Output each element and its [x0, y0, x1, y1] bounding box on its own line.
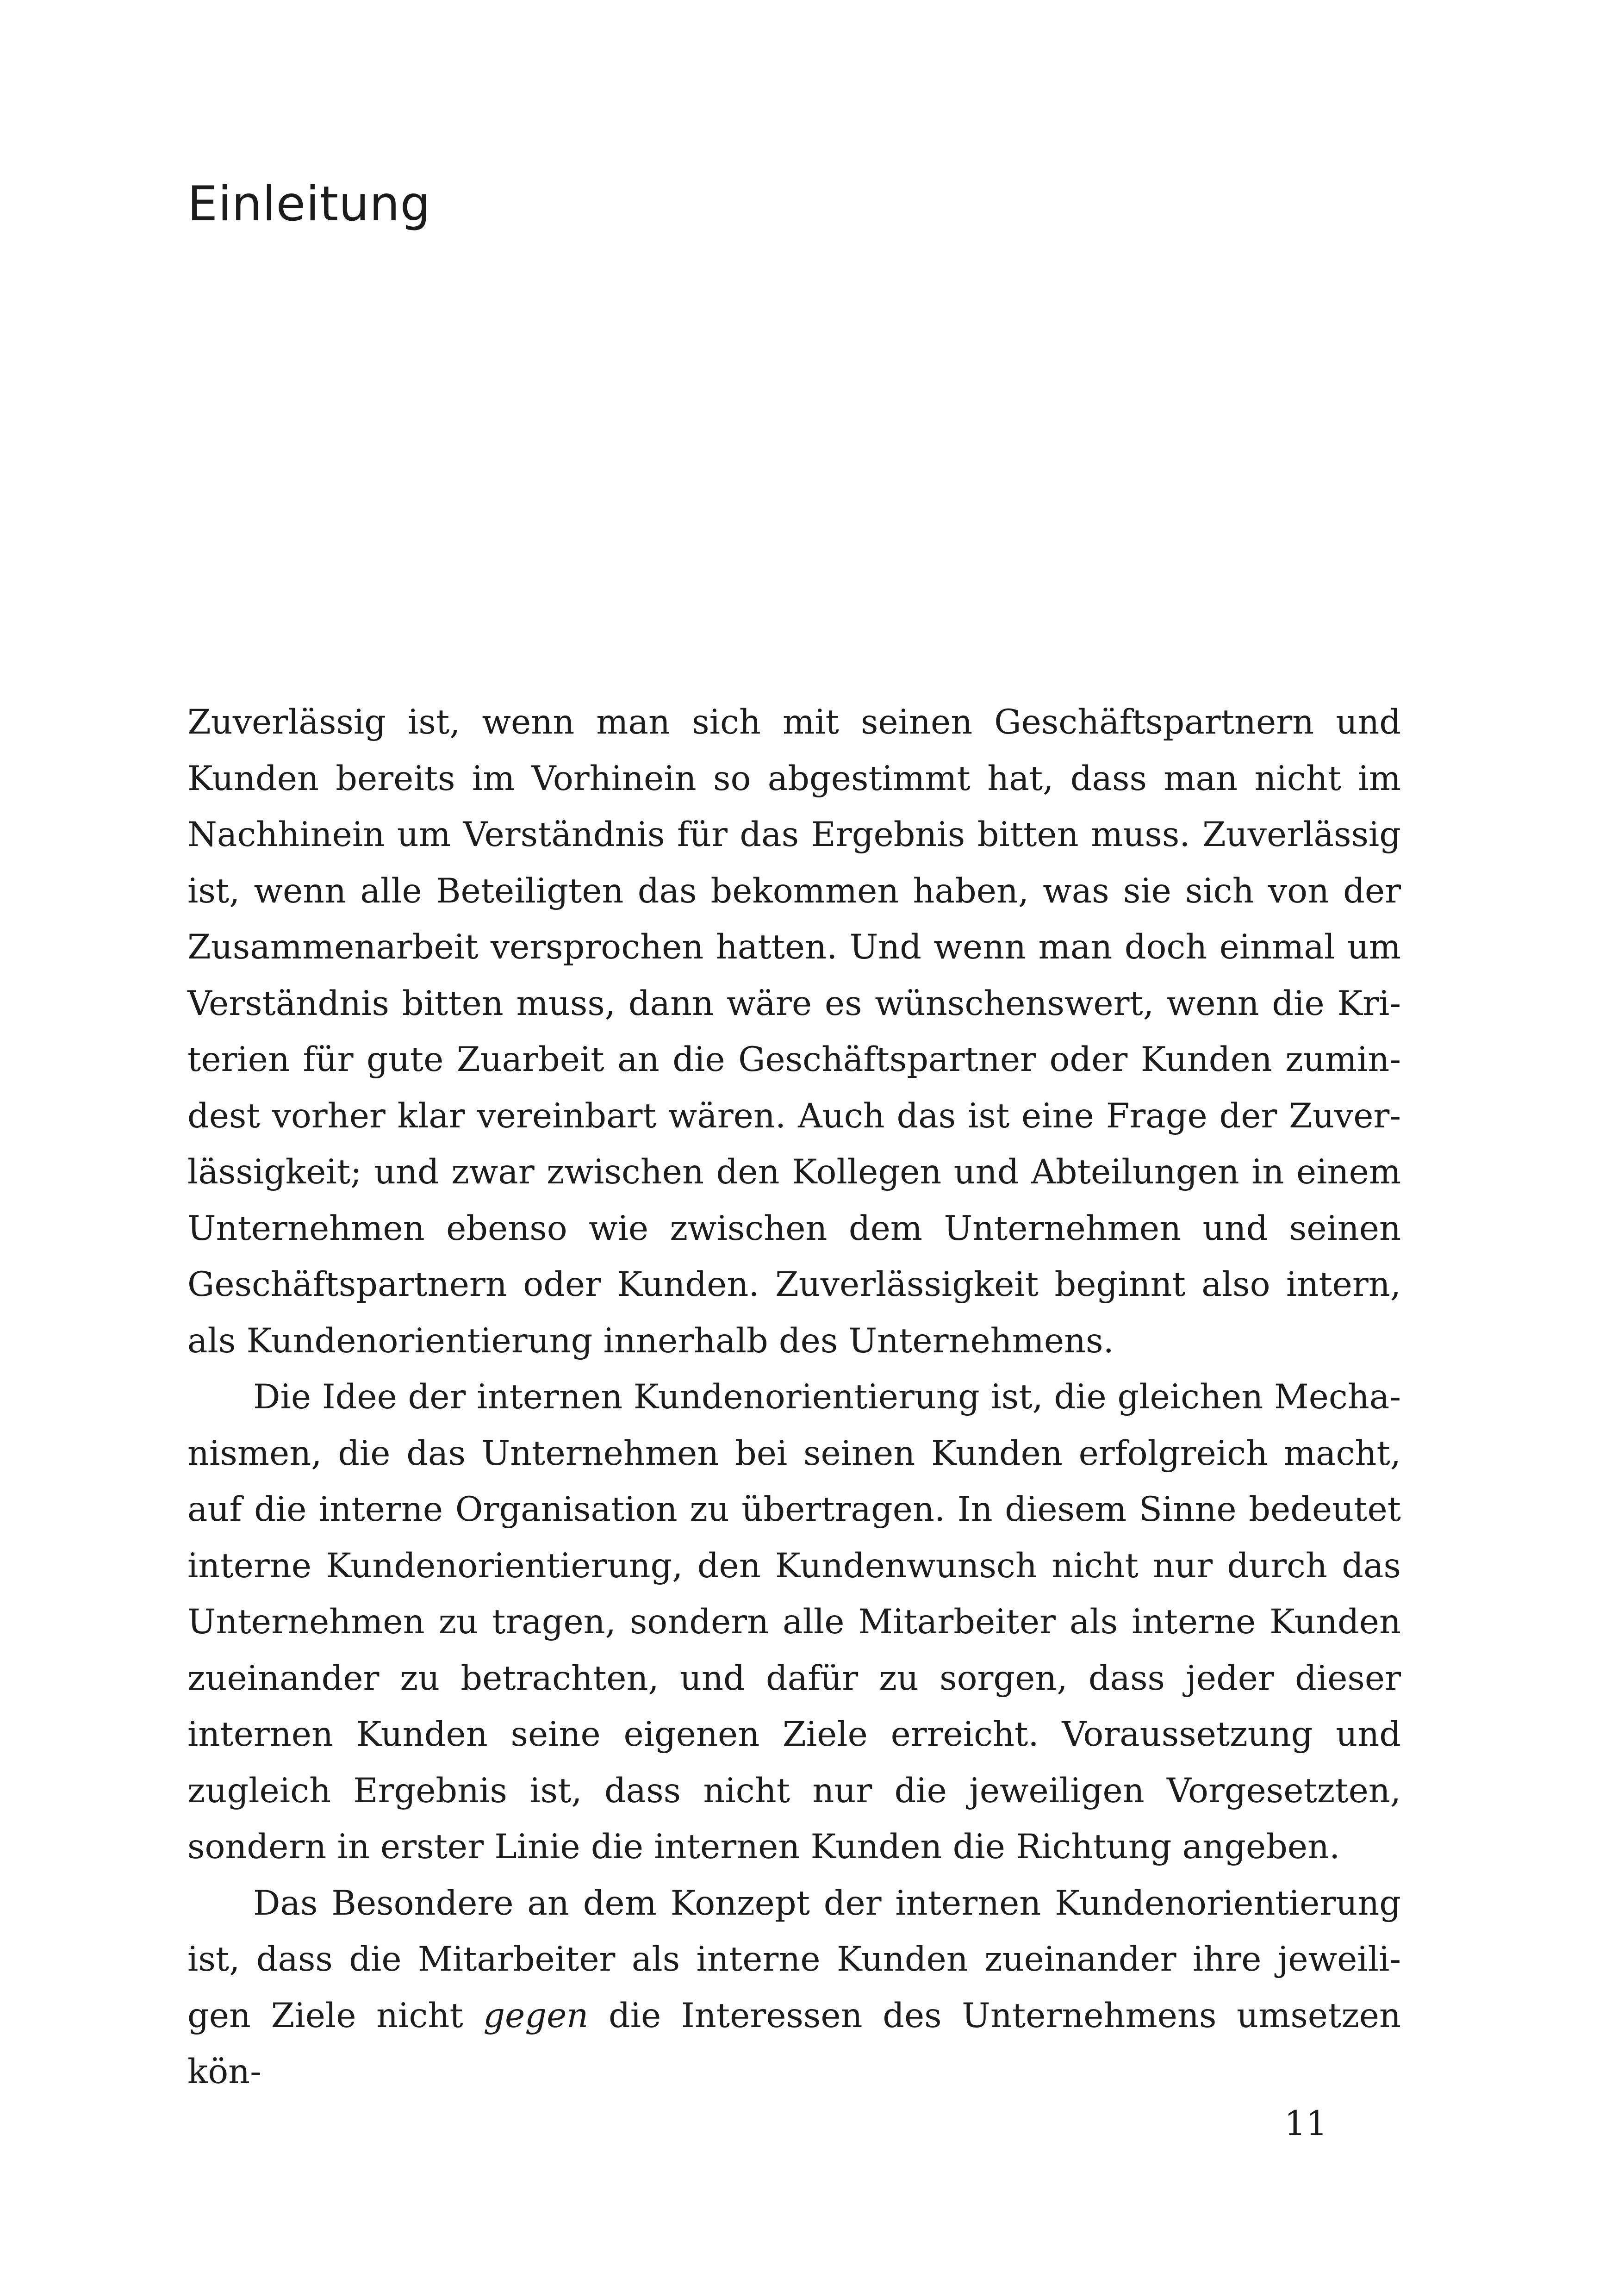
paragraph	[187, 1875, 1401, 2100]
page-number: 11	[1284, 2104, 1327, 2143]
body-text	[187, 694, 1401, 2100]
chapter-title: Einleitung	[187, 176, 431, 232]
paragraph-text: die Interessen des Unternehmens umsetzen kön-	[187, 1996, 1401, 2091]
paragraph: Die Idee der internen Kundenorientierung ist, die gleichen Mechanismen, die das Unternehmen bei seinen Kunden erfolgreich macht, auf die interne Organisation zu übertragen. In diesem Sinne bedeutet interne Kundenorientierung, den Kundenwunsch nicht nur durch das Unternehmen zu tragen, sondern alle Mitarbeiter als interne Kunden zueinander zu betrachten, und dafür zu sorgen, dass jeder dieser internen Kunden seine eigenen Ziele erreicht. Voraussetzung und zugleich Ergebnis ist, dass nicht nur die jeweiligen Vorgesetzten, sondern in erster Linie die internen Kunden die Richtung angeben.	[187, 1377, 1401, 1867]
emphasized-word: gegen	[483, 1996, 589, 2035]
paragraph-text: Das Besondere an dem Konzept der internen Kundenorientierung ist, dass die Mitarbeiter als interne Kunden zueinander ihre jeweiligen Ziele nicht	[187, 1883, 1401, 2035]
paragraph: Zuverlässig ist, wenn man sich mit seinen Geschäftspartnern und Kunden bereits im Vorhinein so abgestimmt hat, dass man nicht im Nachhinein um Verständnis für das Ergebnis bitten muss. Zuverlässig ist, wenn alle Beteiligten das bekommen haben, was sie sich von der Zusammenarbeit versprochen hatten. Und wenn man doch einmal um Verständnis bitten muss, dann wäre es wünschenswert, wenn die Kriterien für gute Zuarbeit an die Geschäftspartner oder Kunden zumindest vorher klar vereinbart wären. Auch das ist eine Frage der Zuverlässigkeit; und zwar zwischen den Kollegen und Abteilungen in einem Unternehmen ebenso wie zwischen dem Unternehmen und seinen Geschäftspartnern oder Kunden. Zuverlässigkeit beginnt also intern, als Kundenorientierung innerhalb des Unternehmens.	[187, 703, 1401, 1361]
